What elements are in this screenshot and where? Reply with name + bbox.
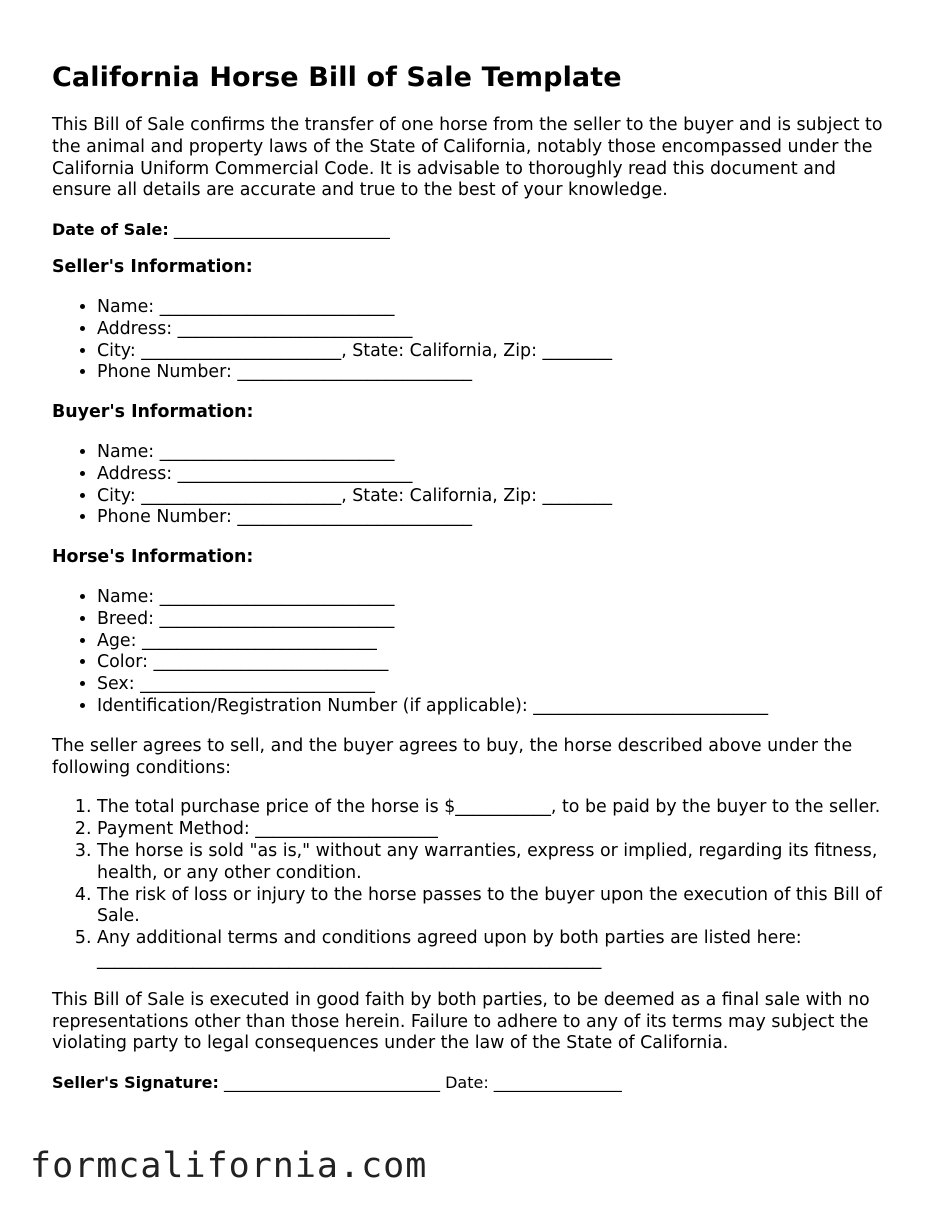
horse-breed-field[interactable]: • Breed: ___________________________ (97, 609, 892, 631)
seller-signature-blank[interactable]: ___________________________ Date: ________________ (218, 1073, 622, 1093)
buyer-info-heading: Buyer's Information: (52, 402, 254, 423)
watermark-text: formcalifornia.com (30, 1146, 428, 1186)
horse-name-field[interactable]: • Name: ___________________________ (97, 587, 892, 609)
seller-info-list (52, 297, 892, 384)
seller-signature-field (52, 1073, 892, 1092)
date-of-sale-field (52, 220, 892, 239)
seller-name-field[interactable]: • Name: ___________________________ (97, 297, 892, 319)
condition-purchase-price[interactable]: 1. The total purchase price of the horse is $___________, to be paid by the buyer to the seller. (97, 797, 892, 819)
seller-phone-field[interactable]: • Phone Number: ___________________________ (97, 362, 892, 384)
document-title: California Horse Bill of Sale Template (52, 62, 622, 93)
closing-paragraph: This Bill of Sale is executed in good faith by both parties, to be deemed as a final sale with no representations other than those herein. Failure to adhere to any of its terms may subject the violating party to legal consequences under the law of the State of California. (52, 989, 870, 1054)
buyer-name-field[interactable]: • Name: ___________________________ (97, 442, 892, 464)
horse-info-heading: Horse's Information: (52, 547, 254, 568)
horse-info-list (52, 587, 892, 718)
intro-paragraph: This Bill of Sale confirms the transfer of one horse from the seller to the buyer and is subject to the animal and property laws of the State of California, notably those encompassed under the California Uniform Commercial Code. It is advisable to thoroughly read this document and ensure all details are accurate and true to the best of your knowledge. (52, 115, 883, 201)
horse-age-field[interactable]: • Age: ___________________________ (97, 631, 892, 653)
conditions-list (52, 797, 892, 971)
condition-additional-terms[interactable]: 5. Any additional terms and conditions agreed upon by both parties are listed here: __________________________________________________________ (97, 928, 892, 972)
buyer-info-list (52, 442, 892, 529)
condition-payment-method[interactable]: 2. Payment Method: _____________________ (97, 819, 892, 841)
seller-address-field[interactable]: • Address: ___________________________ (97, 319, 892, 341)
seller-signature-label: Seller's Signature: (52, 1073, 219, 1093)
horse-sex-field[interactable]: • Sex: ___________________________ (97, 674, 892, 696)
seller-info-heading: Seller's Information: (52, 257, 253, 278)
agreement-intro: The seller agrees to sell, and the buyer agrees to buy, the horse described above under the following conditions: (52, 735, 853, 778)
condition-risk-of-loss: 4. The risk of loss or injury to the horse passes to the buyer upon the execution of this Bill of Sale. (97, 885, 892, 929)
date-of-sale-blank[interactable]: ___________________________ (168, 220, 390, 240)
buyer-phone-field[interactable]: • Phone Number: ___________________________ (97, 507, 892, 529)
buyer-address-field[interactable]: • Address: ___________________________ (97, 464, 892, 486)
seller-city-field[interactable]: • City: _______________________, State: California, Zip: ________ (97, 341, 892, 363)
horse-color-field[interactable]: • Color: ___________________________ (97, 652, 892, 674)
buyer-city-field[interactable]: • City: _______________________, State: California, Zip: ________ (97, 486, 892, 508)
horse-registration-field[interactable]: • Identification/Registration Number (if applicable): ___________________________ (97, 696, 892, 718)
document-page (52, 62, 892, 1092)
date-of-sale-label: Date of Sale: (52, 220, 169, 240)
condition-as-is: 3. The horse is sold "as is," without any warranties, express or implied, regarding its fitness, health, or any other condition. (97, 841, 892, 885)
